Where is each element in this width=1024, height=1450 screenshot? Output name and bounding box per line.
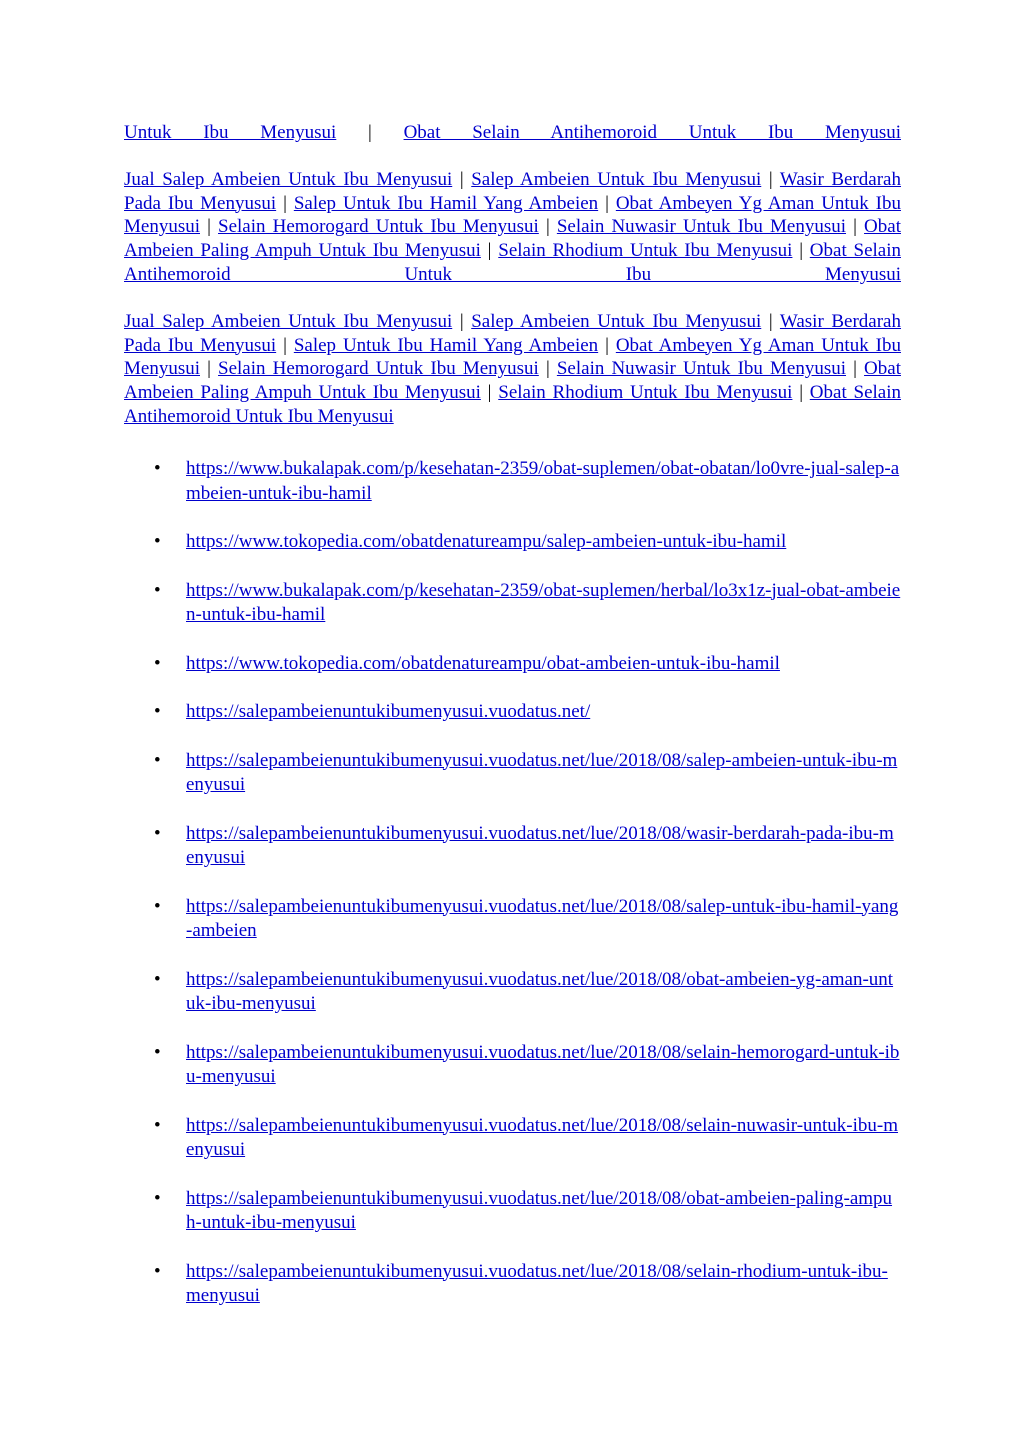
bullet-icon: • — [154, 749, 161, 771]
bullet-icon: • — [154, 652, 161, 674]
list-item — [124, 822, 901, 871]
url-link[interactable]: https://www.tokopedia.com/obatdenatureampu/obat-ambeien-untuk-ibu-hamil — [186, 652, 780, 674]
link-obat-selain-antihemoroid[interactable]: Obat Selain Antihemoroid Untuk Ibu Menyusui — [124, 382, 901, 427]
link-obat-ambeyen-yg-aman[interactable]: Obat Ambeyen Yg Aman Untuk Ibu Menyusui — [124, 334, 901, 380]
link-salep-ambeien[interactable]: Salep Ambeien Untuk Ibu Menyusui — [471, 310, 762, 332]
list-item — [124, 652, 901, 677]
link-untuk-ibu-menyusui[interactable]: Untuk Ibu Menyusui — [124, 122, 337, 143]
url-link[interactable]: https://salepambeienuntukibumenyusui.vuodatus.net/lue/2018/08/salep-ambeien-untuk-ibu-menyusui — [186, 749, 898, 795]
link-salep-untuk-ibu-hamil[interactable]: Salep Untuk Ibu Hamil Yang Ambeien — [293, 192, 599, 214]
separator: | — [200, 216, 219, 238]
url-link[interactable]: https://salepambeienuntukibumenyusui.vuodatus.net/lue/2018/08/selain-rhodium-untuk-ibu-menyusui — [186, 1260, 888, 1306]
url-link[interactable]: https://salepambeienuntukibumenyusui.vuodatus.net/lue/2018/08/selain-nuwasir-untuk-ibu-menyusui — [186, 1114, 899, 1160]
url-link[interactable]: https://salepambeienuntukibumenyusui.vuodatus.net/lue/2018/08/salep-untuk-ibu-hamil-yang-ambeien — [186, 895, 899, 941]
link-paragraph-2 — [124, 310, 901, 429]
url-link[interactable]: https://salepambeienuntukibumenyusui.vuodatus.net/lue/2018/08/wasir-berdarah-pada-ibu-menyusui — [186, 822, 894, 868]
link-salep-untuk-ibu-hamil[interactable]: Salep Untuk Ibu Hamil Yang Ambeien — [293, 334, 599, 356]
separator: | — [846, 216, 865, 238]
separator: | — [598, 192, 616, 214]
bullet-icon: • — [154, 1187, 161, 1209]
url-link[interactable]: https://www.tokopedia.com/obatdenatureampu/salep-ambeien-untuk-ibu-hamil — [186, 531, 787, 552]
bullet-icon: • — [154, 701, 161, 722]
bullet-icon: • — [154, 968, 161, 990]
link-obat-ambeyen-yg-aman[interactable]: Obat Ambeyen Yg Aman Untuk Ibu Menyusui — [124, 192, 901, 238]
link-selain-nuwasir[interactable]: Selain Nuwasir Untuk Ibu Menyusui — [556, 358, 847, 380]
separator: | — [480, 240, 499, 262]
list-item — [124, 530, 901, 555]
link-salep-ambeien[interactable]: Salep Ambeien Untuk Ibu Menyusui — [471, 168, 762, 190]
link-selain-rhodium[interactable]: Selain Rhodium Untuk Ibu Menyusui — [498, 382, 793, 404]
separator: | — [276, 334, 294, 356]
separator: | — [792, 240, 810, 262]
bullet-icon: • — [154, 895, 161, 917]
link-jual-salep-ambeien[interactable]: Jual Salep Ambeien Untuk Ibu Menyusui — [124, 168, 453, 190]
url-link[interactable]: https://salepambeienuntukibumenyusui.vuodatus.net/ — [186, 701, 591, 722]
bullet-icon: • — [154, 1114, 161, 1136]
link-selain-rhodium[interactable]: Selain Rhodium Untuk Ibu Menyusui — [498, 240, 793, 262]
bullet-icon: • — [154, 458, 161, 479]
bullet-icon: • — [154, 1260, 161, 1282]
bullet-icon: • — [154, 822, 161, 844]
link-selain-nuwasir[interactable]: Selain Nuwasir Untuk Ibu Menyusui — [556, 216, 847, 238]
separator: | — [538, 216, 557, 238]
link-obat-ambeien-paling-ampuh[interactable]: Obat Ambeien Paling Ampuh Untuk Ibu Menyusui — [124, 358, 901, 404]
bullet-icon: • — [154, 1041, 161, 1063]
link-jual-salep-ambeien[interactable]: Jual Salep Ambeien Untuk Ibu Menyusui — [124, 310, 453, 332]
list-item — [124, 579, 901, 628]
document-page — [124, 121, 901, 1306]
link-obat-selain-antihemoroid[interactable]: Obat Selain Antihemoroid Untuk Ibu Menyusui — [124, 240, 901, 285]
separator: | — [480, 382, 499, 404]
separator: | — [452, 168, 472, 190]
link-wasir-berdarah[interactable]: Wasir Berdarah Pada Ibu Menyusui — [124, 310, 901, 356]
list-item — [124, 457, 901, 506]
url-link[interactable]: https://salepambeienuntukibumenyusui.vuodatus.net/lue/2018/08/selain-hemorogard-untuk-ibu-menyusui — [186, 1041, 900, 1087]
link-obat-selain-antihemoroid[interactable]: Obat Selain Antihemoroid Untuk Ibu Menyusui — [403, 122, 901, 143]
list-item — [124, 1114, 901, 1163]
separator: | — [200, 358, 219, 380]
separator: | — [792, 382, 810, 404]
url-link[interactable]: https://salepambeienuntukibumenyusui.vuodatus.net/lue/2018/08/obat-ambeien-yg-aman-untuk-ibu-menyusui — [186, 968, 894, 1014]
link-obat-ambeien-paling-ampuh[interactable]: Obat Ambeien Paling Ampuh Untuk Ibu Menyusui — [124, 216, 901, 262]
list-item — [124, 749, 901, 798]
url-link[interactable]: https://www.bukalapak.com/p/kesehatan-2359/obat-suplemen/obat-obatan/lo0vre-jual-salep-ambeien-untuk-ibu-hamil — [186, 458, 900, 504]
link-wasir-berdarah[interactable]: Wasir Berdarah Pada Ibu Menyusui — [124, 168, 901, 214]
list-item — [124, 1187, 901, 1236]
url-link[interactable]: https://salepambeienuntukibumenyusui.vuodatus.net/lue/2018/08/obat-ambeien-paling-ampuh-untuk-ibu-menyusui — [186, 1187, 893, 1233]
separator: | — [761, 310, 780, 332]
list-item — [124, 700, 901, 725]
bullet-icon: • — [154, 579, 161, 601]
separator: | — [336, 122, 404, 143]
list-item — [124, 895, 901, 944]
link-paragraph-1 — [124, 168, 901, 287]
top-link-line — [124, 121, 901, 145]
list-item — [124, 968, 901, 1017]
url-list — [124, 457, 901, 1333]
list-item — [124, 1041, 901, 1090]
separator: | — [452, 310, 472, 332]
separator: | — [846, 358, 865, 380]
link-selain-hemorogard[interactable]: Selain Hemorogard Untuk Ibu Menyusui — [218, 358, 539, 380]
bullet-icon: • — [154, 531, 161, 552]
separator: | — [598, 334, 616, 356]
link-selain-hemorogard[interactable]: Selain Hemorogard Untuk Ibu Menyusui — [218, 216, 539, 238]
separator: | — [276, 192, 294, 214]
separator: | — [761, 168, 780, 190]
url-link[interactable]: https://www.bukalapak.com/p/kesehatan-2359/obat-suplemen/herbal/lo3x1z-jual-obat-ambeien-untuk-ibu-hamil — [186, 579, 901, 625]
list-item — [124, 1260, 901, 1309]
separator: | — [538, 358, 557, 380]
